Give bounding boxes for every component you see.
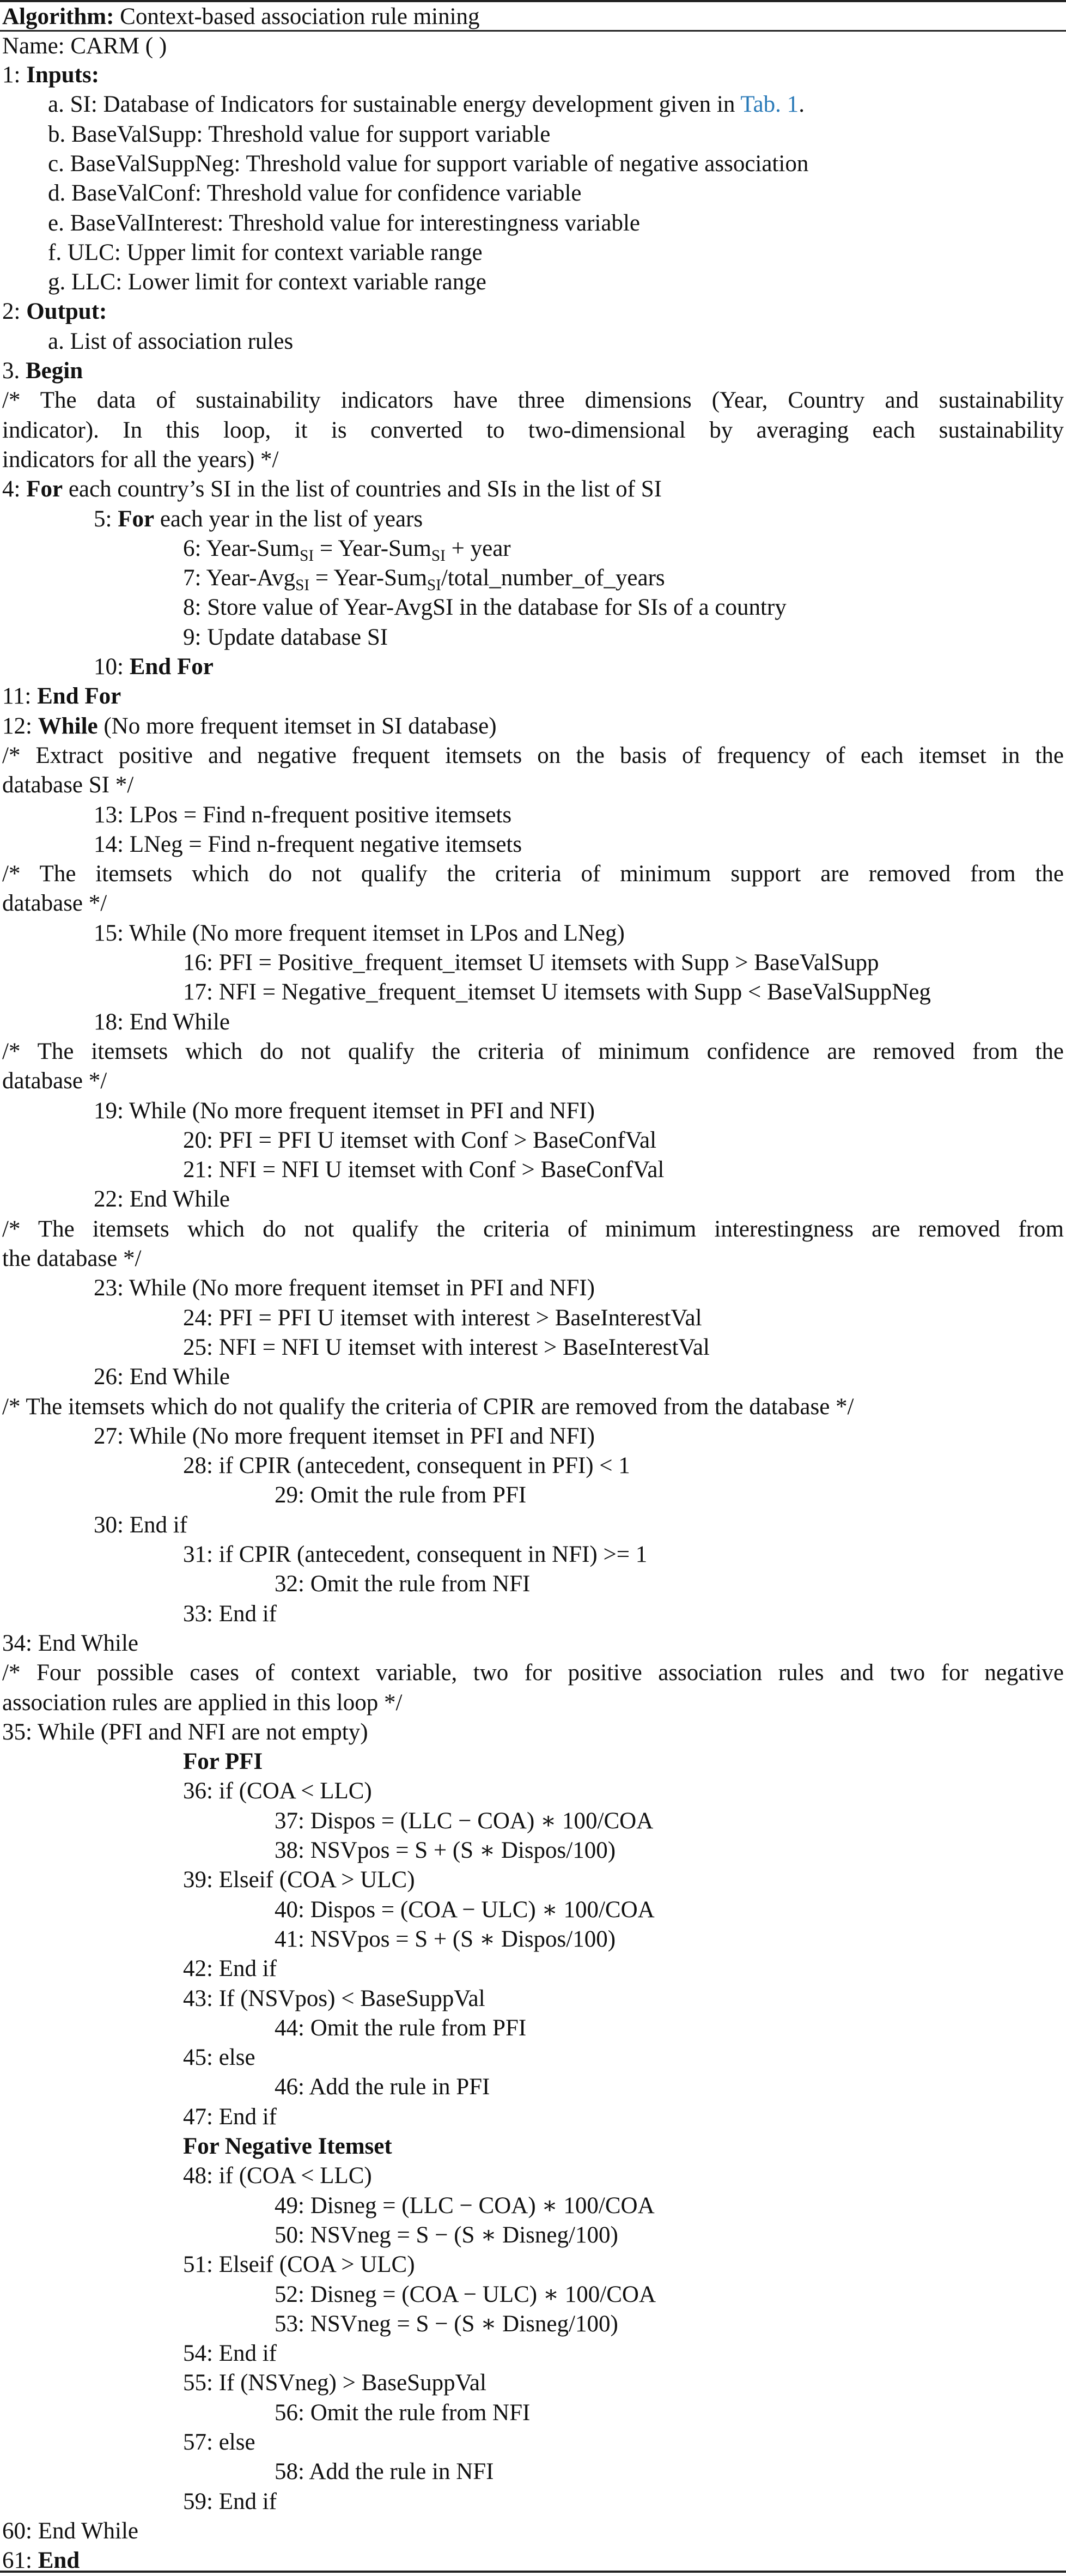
- algorithm-line: [94, 1096, 1064, 1126]
- subscript: SI: [427, 576, 441, 594]
- line-text: 9: Update database SI: [183, 624, 388, 650]
- line-text: the database */: [2, 1246, 142, 1271]
- line-text: database */: [2, 1068, 107, 1094]
- keyword: For PFI: [183, 1749, 263, 1775]
- line-text: 6: Year-Sum: [183, 535, 300, 561]
- algorithm-line: [183, 534, 1064, 563]
- algorithm-line: [48, 209, 1064, 238]
- line-text: 28: if CPIR (antecedent, consequent in PFI) < 1: [183, 1453, 630, 1479]
- line-text: (No more frequent itemset in SI database): [98, 713, 497, 739]
- line-text: 61:: [2, 2548, 38, 2574]
- line-text: 11:: [2, 683, 38, 710]
- line-text: 20: PFI = PFI U itemset with Conf > BaseConfVal: [183, 1127, 657, 1153]
- algorithm-label: Algorithm:: [2, 4, 114, 29]
- line-text: 35: While (PFI and NFI are not empty): [2, 1719, 368, 1745]
- algorithm-line: [2, 1629, 1064, 1658]
- line-text: 12:: [2, 713, 38, 739]
- line-text: /total_number_of_years: [441, 565, 665, 591]
- algorithm-line: [275, 1895, 1064, 1925]
- keyword: End: [38, 2548, 80, 2574]
- line-text: 46: Add the rule in PFI: [275, 2074, 490, 2100]
- algorithm-line: [2, 416, 1064, 445]
- algorithm-line: [94, 652, 1064, 682]
- line-text: indicator). In this loop, it is converted to two-dimensional by averaging each sustainability: [2, 417, 1064, 443]
- algorithm-line: [2, 1215, 1064, 1244]
- line-text: 21: NFI = NFI U itemset with Conf > BaseConfVal: [183, 1157, 665, 1183]
- line-text: 52: Disneg = (COA − ULC) ∗ 100/COA: [275, 2281, 656, 2307]
- line-text: each year in the list of years: [154, 506, 423, 532]
- line-text: 15: While (No more frequent itemset in LPos and LNeg): [94, 920, 625, 946]
- line-text: 29: Omit the rule from PFI: [275, 1482, 527, 1508]
- line-text: e. BaseValInterest: Threshold value for interestingness variable: [48, 210, 640, 236]
- line-text: 56: Omit the rule from NFI: [275, 2399, 531, 2426]
- line-text: /* The itemsets which do not qualify the criteria of minimum confidence are removed from the: [2, 1038, 1064, 1064]
- algorithm-line: [183, 2102, 1064, 2132]
- name-label: Name:: [2, 33, 65, 59]
- algorithm-line: [275, 1836, 1064, 1865]
- line-text: b. BaseValSupp: Threshold value for support variable: [48, 121, 551, 147]
- keyword: While: [38, 713, 98, 739]
- algorithm-line: [48, 327, 1064, 356]
- algorithm-line: [275, 2014, 1064, 2043]
- line-text: 1:: [2, 62, 27, 88]
- line-text: 13: LPos = Find n-frequent positive itemsets: [94, 802, 512, 828]
- algorithm-line: [183, 563, 1064, 593]
- line-text: 37: Dispos = (LLC − COA) ∗ 100/COA: [275, 1808, 654, 1834]
- algorithm-line: [183, 2161, 1064, 2191]
- algorithm-line: [183, 1747, 1064, 1777]
- line-text: 40: Dispos = (COA − ULC) ∗ 100/COA: [275, 1896, 655, 1923]
- line-text: 38: NSVpos = S + (S ∗ Dispos/100): [275, 1838, 616, 1863]
- line-text: /* The data of sustainability indicators have three dimensions (Year, Country and sustainability: [2, 387, 1064, 414]
- algorithm-line: [183, 2428, 1064, 2457]
- algorithm-line: [183, 1599, 1064, 1629]
- keyword: For: [26, 476, 63, 502]
- algorithm-line: [2, 682, 1064, 711]
- algorithm-line: [275, 1925, 1064, 1954]
- line-text: 33: End if: [183, 1601, 277, 1627]
- algorithm-line: [2, 445, 1064, 475]
- algorithm-line: [2, 60, 1064, 90]
- algorithm-line: [2, 1244, 1064, 1274]
- line-text: 47: End if: [183, 2104, 277, 2130]
- subscript: SI: [295, 576, 310, 594]
- algorithm-line: [48, 90, 1064, 119]
- line-text: 18: End While: [94, 1009, 230, 1035]
- line-text: 8: Store value of Year-AvgSI in the database for SIs of a country: [183, 595, 787, 621]
- line-text: d. BaseValConf: Threshold value for confidence variable: [48, 180, 582, 207]
- line-text: 53: NSVneg = S − (S ∗ Disneg/100): [275, 2311, 618, 2337]
- line-text: /* Four possible cases of context variable, two for positive association rules and two for negative: [2, 1660, 1064, 1686]
- algorithm-line: [2, 771, 1064, 800]
- line-text: 44: Omit the rule from PFI: [275, 2015, 527, 2041]
- algorithm-line: [183, 1451, 1064, 1481]
- keyword: End For: [129, 654, 214, 680]
- algorithm-line: [183, 623, 1064, 652]
- algorithm-line: [2, 297, 1064, 326]
- line-text: 50: NSVneg = S − (S ∗ Disneg/100): [275, 2222, 618, 2248]
- algorithm-line: [2, 1688, 1064, 1718]
- line-text: 22: End While: [94, 1186, 230, 1213]
- line-text: 59: End if: [183, 2488, 277, 2514]
- algorithm-line: [275, 1807, 1064, 1836]
- keyword: For Negative Itemset: [183, 2133, 392, 2159]
- line-text: 25: NFI = NFI U itemset with interest > BaseInterestVal: [183, 1334, 710, 1360]
- line-text: /* The itemsets which do not qualify the criteria of CPIR are removed from the database */: [2, 1393, 854, 1420]
- line-text: 27: While (No more frequent itemset in PFI and NFI): [94, 1423, 595, 1449]
- line-text: 7: Year-Avg: [183, 565, 296, 591]
- line-text: = Year-Sum: [309, 565, 427, 591]
- line-text: /* The itemsets which do not qualify the criteria of minimum interestingness are removed from: [2, 1216, 1064, 1242]
- algorithm-line: [94, 1274, 1064, 1303]
- line-text: /* Extract positive and negative frequent itemsets on the basis of frequency of each itemset in the: [2, 742, 1064, 768]
- line-text: 36: if (COA < LLC): [183, 1778, 372, 1804]
- line-text: 51: Elseif (COA > ULC): [183, 2252, 415, 2278]
- algorithm-line: [2, 386, 1064, 415]
- algorithm-line: [48, 238, 1064, 268]
- line-text: 23: While (No more frequent itemset in PFI and NFI): [94, 1275, 595, 1301]
- algorithm-line: [2, 889, 1064, 918]
- algorithm-line: [94, 1422, 1064, 1451]
- algorithm-line: [2, 1658, 1064, 1688]
- algorithm-line: [183, 2487, 1064, 2517]
- algorithm-title: Context-based association rule mining: [120, 4, 480, 29]
- line-text: 2:: [2, 299, 27, 325]
- algorithm-line: [275, 2221, 1064, 2250]
- line-text: 54: End if: [183, 2341, 277, 2367]
- algorithm-name: CARM ( ): [70, 33, 167, 59]
- line-text: .: [799, 92, 805, 118]
- algorithm-line: [2, 1037, 1064, 1066]
- algorithm-name-line: [2, 32, 1066, 61]
- algorithm-line: [183, 948, 1064, 978]
- algorithm-line: [183, 2043, 1064, 2072]
- algorithm-line: [183, 2339, 1064, 2368]
- line-text: 26: End While: [94, 1364, 230, 1390]
- algorithm-line: [48, 179, 1064, 208]
- algorithm-line: [275, 2310, 1064, 2339]
- line-text: a. SI: Database of Indicators for sustainable energy development given in: [48, 92, 741, 118]
- algorithm-line: [183, 1540, 1064, 1569]
- line-text: = Year-Sum: [314, 535, 431, 561]
- line-text: /* The itemsets which do not qualify the criteria of minimum support are removed from the: [2, 861, 1064, 887]
- line-text: 42: End if: [183, 1956, 277, 1982]
- algorithm-line: [275, 1481, 1064, 1510]
- algorithm-line: [48, 149, 1064, 179]
- algorithm-line: [275, 2072, 1064, 2102]
- algorithm-line: [183, 1865, 1064, 1895]
- algorithm-line: [183, 2368, 1064, 2398]
- line-text: 49: Disneg = (LLC − COA) ∗ 100/COA: [275, 2192, 655, 2219]
- algorithm-line: [2, 2546, 1064, 2575]
- algorithm-line: [183, 978, 1064, 1007]
- algorithm-line: [183, 1126, 1064, 1155]
- algorithm-line: [183, 2250, 1064, 2280]
- algorithm-line: [183, 1954, 1064, 1984]
- algorithm-line: [94, 1185, 1064, 1214]
- line-text: 55: If (NSVneg) > BaseSuppVal: [183, 2370, 486, 2396]
- line-text: association rules are applied in this loop */: [2, 1689, 403, 1716]
- algorithm-line: [2, 1066, 1064, 1096]
- line-text: g. LLC: Lower limit for context variable range: [48, 269, 486, 295]
- keyword: For: [118, 506, 155, 532]
- keyword: Inputs:: [26, 62, 100, 88]
- keyword: End For: [37, 683, 121, 710]
- line-text: 57: else: [183, 2429, 255, 2455]
- line-text: 39: Elseif (COA > ULC): [183, 1867, 415, 1893]
- algorithm-line: [2, 2517, 1064, 2546]
- line-text: a. List of association rules: [48, 328, 294, 354]
- line-text: indicators for all the years) */: [2, 446, 279, 472]
- line-text: 60: End While: [2, 2518, 139, 2544]
- keyword: Begin: [26, 358, 83, 384]
- algorithm-line: [275, 2457, 1064, 2487]
- line-text: 14: LNeg = Find n-frequent negative itemsets: [94, 831, 522, 857]
- line-text: 17: NFI = Negative_frequent_itemset U itemsets with Supp < BaseValSuppNeg: [183, 979, 931, 1005]
- algorithm-line: [94, 1008, 1064, 1037]
- algorithm-line: [183, 1777, 1064, 1806]
- algorithm-line: [2, 859, 1064, 889]
- line-text: 5:: [94, 506, 118, 532]
- line-text: f. ULC: Upper limit for context variable range: [48, 239, 483, 265]
- algorithm-line: [275, 2191, 1064, 2221]
- line-text: 30: End if: [94, 1512, 187, 1538]
- algorithm-line: [94, 505, 1064, 534]
- line-text: 24: PFI = PFI U itemset with interest > BaseInterestVal: [183, 1305, 702, 1331]
- line-text: 43: If (NSVpos) < BaseSuppVal: [183, 1985, 485, 2011]
- algorithm-line: [94, 1362, 1064, 1392]
- algorithm-line: [183, 2132, 1064, 2161]
- algorithm-line: [183, 1333, 1064, 1362]
- algorithm-line: [94, 830, 1064, 859]
- algorithm-line: [183, 1155, 1064, 1185]
- line-text: 41: NSVpos = S + (S ∗ Dispos/100): [275, 1926, 616, 1952]
- line-text: 45: else: [183, 2045, 255, 2071]
- subscript: SI: [300, 547, 314, 565]
- subscript: SI: [431, 547, 446, 565]
- algorithm-line: [183, 1304, 1064, 1333]
- algorithm-line: [2, 475, 1064, 504]
- algorithm-line: [183, 1984, 1064, 2014]
- line-text: each country’s SI in the list of countries and SIs in the list of SI: [63, 476, 662, 502]
- line-text: database SI */: [2, 772, 134, 798]
- algorithm-line: [183, 593, 1064, 622]
- algorithm-line: [2, 741, 1064, 771]
- algorithm-line: [275, 1569, 1064, 1599]
- algorithm-line: [94, 919, 1064, 948]
- algorithm-line: [275, 2280, 1064, 2310]
- algorithm-line: [2, 1718, 1064, 1747]
- line-text: database */: [2, 890, 107, 917]
- keyword: Output:: [26, 299, 107, 325]
- line-text: 48: if (COA < LLC): [183, 2163, 372, 2189]
- algorithm-line: [2, 356, 1064, 386]
- line-text: 3.: [2, 358, 26, 384]
- line-text: 19: While (No more frequent itemset in PFI and NFI): [94, 1098, 595, 1124]
- line-text: 16: PFI = Positive_frequent_itemset U itemsets with Supp > BaseValSupp: [183, 950, 879, 975]
- line-text: 58: Add the rule in NFI: [275, 2459, 494, 2485]
- algorithm-header: [2, 2, 1066, 32]
- algorithm-line: [2, 1392, 1064, 1422]
- line-text: 31: if CPIR (antecedent, consequent in NFI) >= 1: [183, 1542, 648, 1567]
- algorithm-line: [94, 801, 1064, 830]
- algorithm-line: [275, 2398, 1064, 2428]
- line-text: 10:: [94, 654, 130, 680]
- table-reference-link[interactable]: Tab. 1: [740, 92, 799, 118]
- line-text: 32: Omit the rule from NFI: [275, 1571, 531, 1597]
- algorithm-line: [48, 268, 1064, 297]
- algorithm-line: [94, 1511, 1064, 1540]
- line-text: c. BaseValSuppNeg: Threshold value for support variable of negative association: [48, 150, 809, 177]
- algorithm-line: [48, 120, 1064, 149]
- line-text: 4:: [2, 476, 27, 502]
- line-text: + year: [445, 535, 511, 561]
- line-text: 34: End While: [2, 1630, 139, 1656]
- algorithm-line: [2, 712, 1064, 741]
